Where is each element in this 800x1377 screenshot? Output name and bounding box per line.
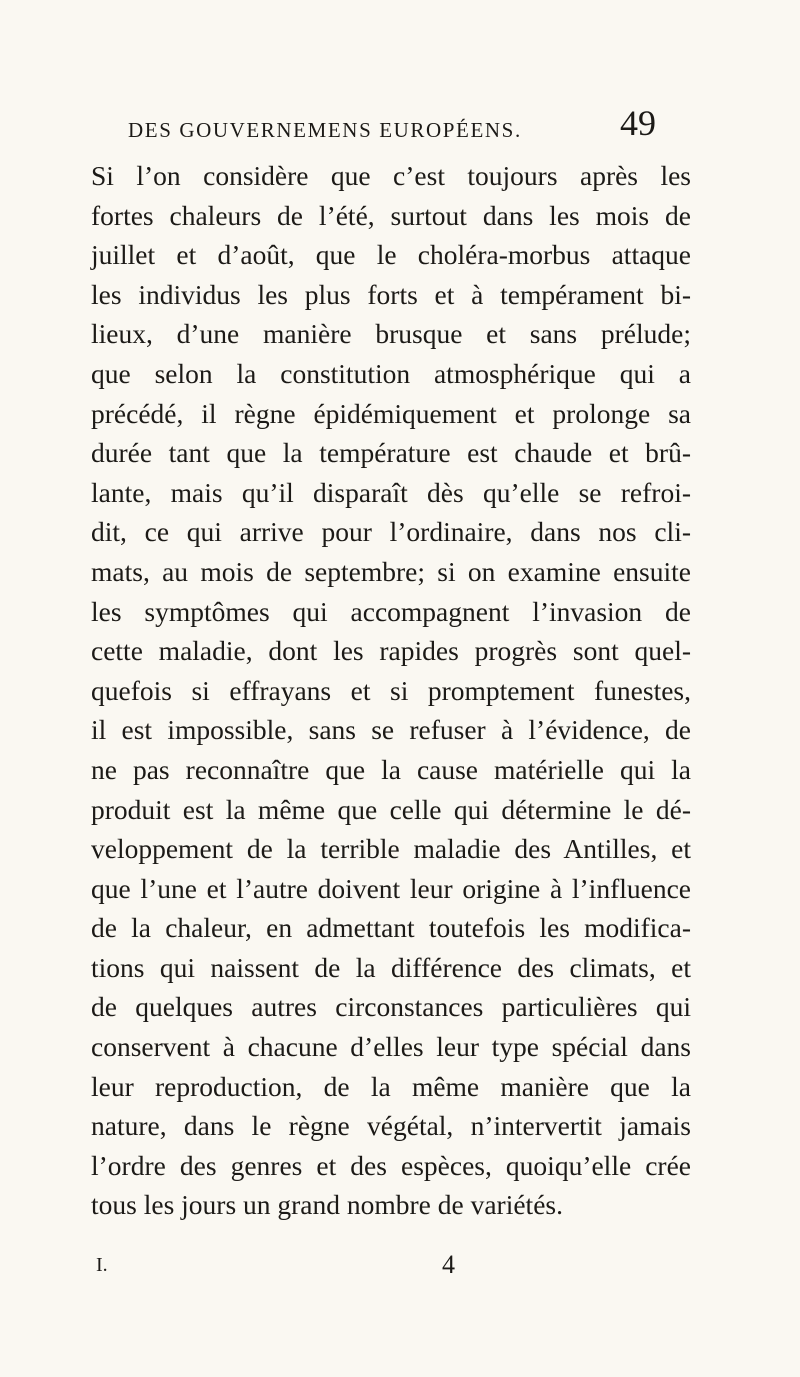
running-header [100,103,700,148]
text-line: lieux, d’une manière brusque et sans prélude; [91,318,691,350]
text-line: de la chaleur, en admettant toutefois les modifica- [91,912,691,944]
text-line: juillet et d’août, que le choléra-morbus attaque [91,239,691,271]
text-line: les symptômes qui accompagnent l’invasion de [91,595,691,627]
text-line: conservent à chacune d’elles leur type spécial dans [91,1031,691,1063]
text-line: durée tant que la température est chaude et brû- [91,437,691,469]
text-line: lante, mais qu’il disparaît dès qu’elle se refroi- [91,476,691,508]
text-line: tions qui naissent de la différence des climats, et [91,951,691,983]
running-header-title: DES GOUVERNEMENS EUROPÉENS. [128,118,522,142]
page-footer [0,1250,800,1290]
text-line: quefois si effrayans et si promptement funestes, [91,674,691,706]
text-line: nature, dans le règne végétal, n’intervertit jamais [91,1110,691,1142]
text-line: ne pas reconnaître que la cause matérielle qui la [91,753,691,785]
text-line: précédé, il règne épidémiquement et prolonge sa [91,397,691,429]
text-line: de quelques autres circonstances particulières qui [91,991,691,1023]
text-line: les individus les plus forts et à tempérament bi- [91,278,691,310]
signature-mark: I. [96,1254,108,1276]
text-line: cette maladie, dont les rapides progrès sont quel- [91,635,691,667]
text-line: produit est la même que celle qui détermine le dé- [91,793,691,825]
text-line: l’ordre des genres et des espèces, quoiqu’elle crée [91,1149,691,1181]
text-line: leur reproduction, de la même manière que la [91,1070,691,1102]
text-line: il est impossible, sans se refuser à l’évidence, de [91,714,691,746]
text-line: que selon la constitution atmosphérique qui a [91,357,691,389]
body-text [91,156,691,1225]
text-line: que l’une et l’autre doivent leur origine à l’influence [91,872,691,904]
text-line: mats, au mois de septembre; si on examine ensuite [91,555,691,587]
text-line: Si l’on considère que c’est toujours après les [91,160,691,191]
page-number: 49 [620,103,656,143]
text-line: dit, ce qui arrive pour l’ordinaire, dans nos cli- [91,516,691,548]
text-line: fortes chaleurs de l’été, surtout dans les mois de [91,199,691,231]
sheet-number: 4 [442,1250,455,1279]
text-line: veloppement de la terrible maladie des Antilles, et [91,833,691,865]
text-line-last: tous les jours un grand nombre de variétés. [91,1189,563,1221]
